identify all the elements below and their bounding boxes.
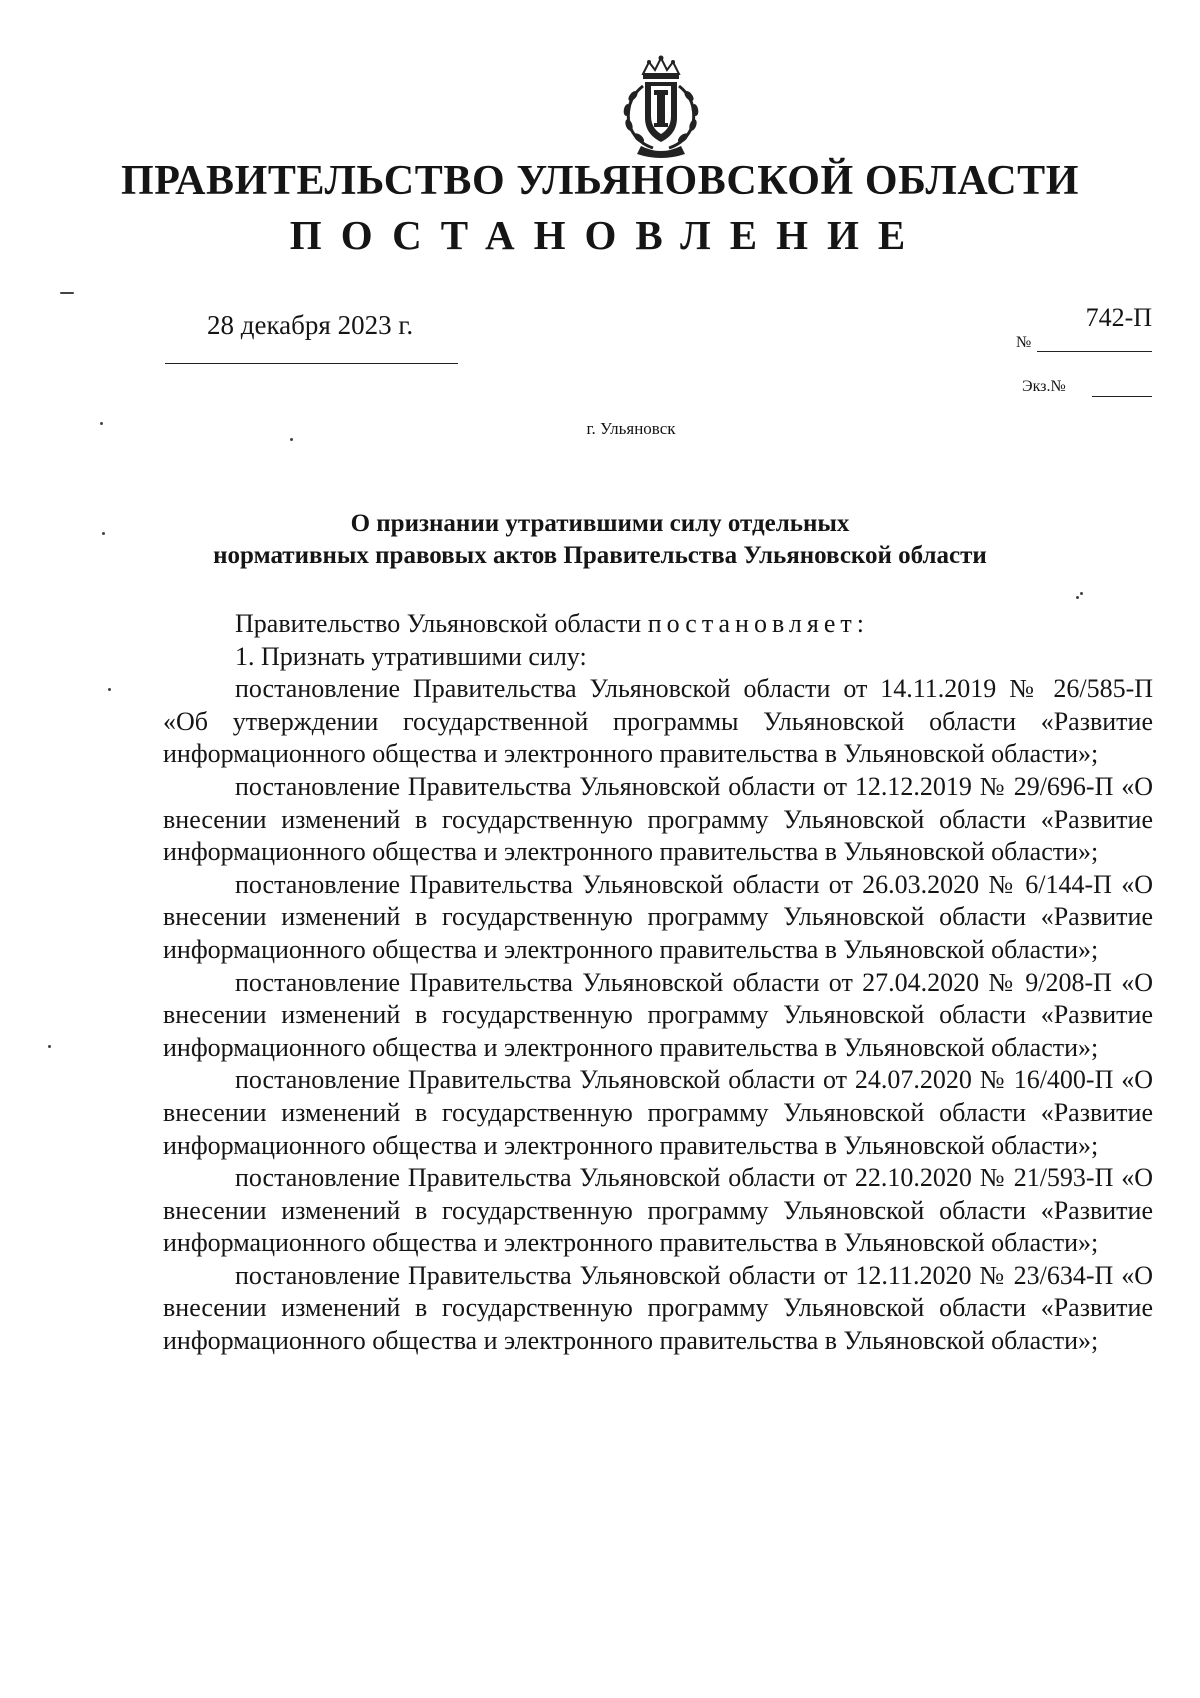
scan-speck <box>60 292 74 294</box>
number-sign: № <box>1016 334 1032 351</box>
act-paragraph: постановление Правительства Ульяновской области от 12.12.2019 № 29/696-П «О внесении изменений в государственную программу Ульяновской области «Развитие информационного общества и электронного правительства в Ульяновской области»; <box>163 771 1153 867</box>
number-field <box>1016 302 1152 354</box>
document-date: 28 декабря 2023 г. <box>207 310 414 340</box>
clause-1: 1. Признать утратившими силу: <box>235 641 587 671</box>
act-paragraph: постановление Правительства Ульяновской области от 26.03.2020 № 6/144-П «О внесении изменений в государственную программу Ульяновской области «Развитие информационного общества и электронного правительства в Ульяновской области»; <box>163 869 1153 964</box>
scan-speck <box>48 1045 51 1048</box>
subject-line-2: нормативных правовых актов Правительства Ульяновской области <box>213 542 987 569</box>
number-underline <box>1037 351 1152 352</box>
act-paragraph: постановление Правительства Ульяновской области от 22.10.2020 № 21/593-П «О внесении изменений в государственную программу Ульяновской области «Развитие информационного общества и электронного правительства в Ульяновской области»; <box>163 1163 1153 1258</box>
document-body <box>163 608 1153 1358</box>
scan-speck <box>290 438 293 441</box>
act-paragraph: постановление Правительства Ульяновской области от 24.07.2020 № 16/400-П «О внесении изменений в государственную программу Ульяновской области «Развитие информационного общества и электронного правительства в Ульяновской области»; <box>163 1065 1153 1160</box>
subject-line-1: О признании утратившими силу отдельных <box>350 510 850 537</box>
scan-speck <box>1080 592 1083 595</box>
intro-paragraph <box>163 608 1153 641</box>
act-paragraph: постановление Правительства Ульяновской области от 27.04.2020 № 9/208-П «О внесении изменений в государственную программу Ульяновской области «Развитие информационного общества и электронного правительства в Ульяновской области»; <box>163 967 1153 1062</box>
copy-number-field <box>1022 375 1152 399</box>
scan-speck <box>108 688 111 691</box>
organization-title: ПРАВИТЕЛЬСТВО УЛЬЯНОВСКОЙ ОБЛАСТИ <box>120 158 1080 204</box>
scan-speck <box>1076 596 1079 599</box>
date-field <box>165 305 458 364</box>
document-type-title: ПОСТАНОВЛЕНИЕ <box>289 212 925 258</box>
intro-resolves: постановляет: <box>647 609 869 638</box>
copy-number-label: Экз.№ <box>1022 378 1066 395</box>
document-subject <box>0 508 1200 572</box>
scan-speck <box>100 422 103 425</box>
document-number: 742-П <box>1085 303 1152 332</box>
scan-speck <box>102 532 105 535</box>
ulyanovsk-coat-of-arms-icon <box>607 52 715 160</box>
city-label: г. Ульяновск <box>586 419 676 438</box>
act-paragraph: постановление Правительства Ульяновской области от 14.11.2019 № 26/585-П «Об утверждении государственной программы Ульяновской области «Развитие информационного общества и электронного правительства в Ульяновской области»; <box>163 674 1153 769</box>
intro-prefix: Правительство Ульяновской области <box>235 609 642 638</box>
act-paragraph: постановление Правительства Ульяновской области от 12.11.2020 № 23/634-П «О внесении изменений в государственную программу Ульяновской области «Развитие информационного общества и электронного правительства в Ульяновской области»; <box>163 1260 1153 1356</box>
copy-number-underline <box>1092 396 1152 397</box>
